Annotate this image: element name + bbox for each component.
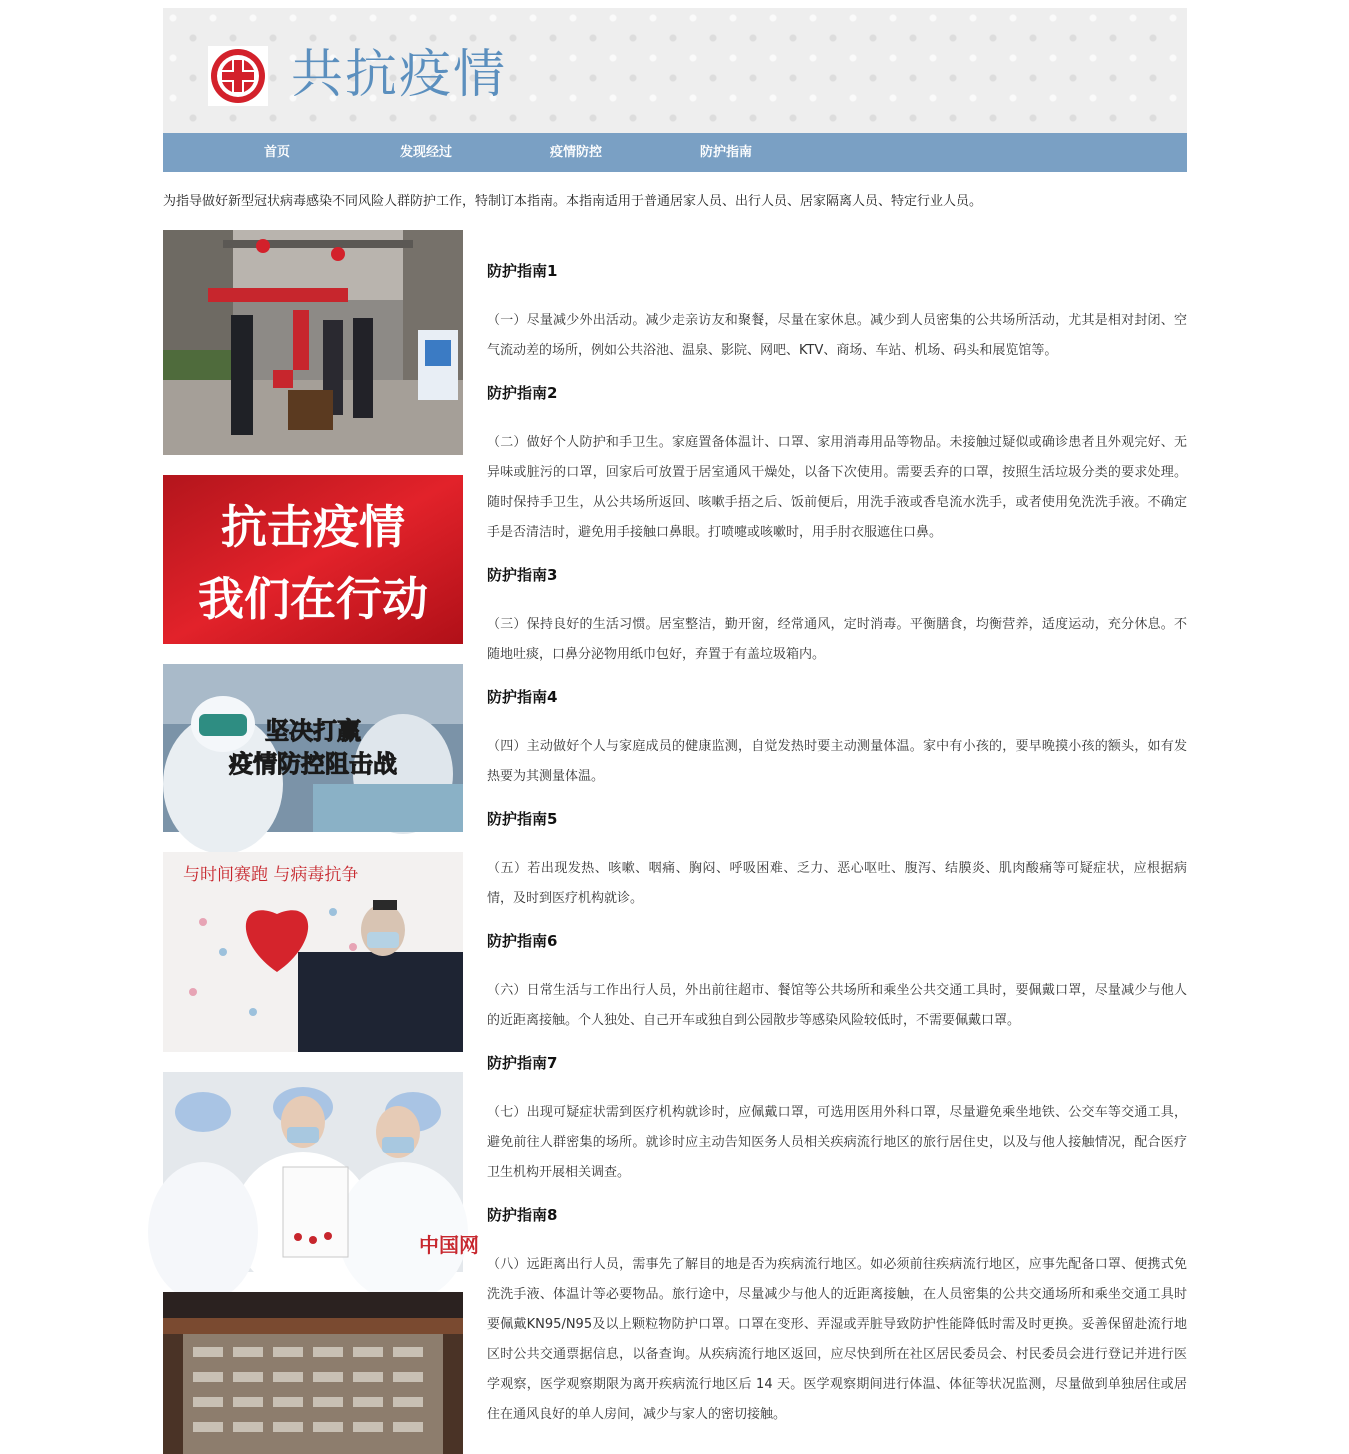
- guide-section-7: [487, 1052, 1187, 1188]
- banner4-caption: 与时间赛跑 与病毒抗争: [183, 865, 359, 885]
- banner-fight-epidemic: [163, 475, 463, 644]
- guide-title: 防护指南6: [487, 932, 558, 950]
- banner5-watermark: 中国网: [419, 1233, 479, 1257]
- guide-section-3: [487, 564, 1187, 670]
- guide-text: （五）若出现发热、咳嗽、咽痛、胸闷、呼吸困难、乏力、恶心呕吐、腹泻、结膜炎、肌肉酸痛等可疑症状，应根据病情，及时到医疗机构就诊。: [487, 861, 1187, 906]
- guide-title: 防护指南5: [487, 810, 558, 828]
- main-nav: [163, 133, 1187, 172]
- banner3-line2: 疫情防控阻击战: [229, 749, 397, 778]
- guide-title: 防护指南1: [487, 262, 558, 280]
- guide-title: 防护指南4: [487, 688, 558, 706]
- guide-title: 防护指南8: [487, 1206, 558, 1224]
- site-title: 共抗疫情: [291, 45, 508, 105]
- guide-section-5: [487, 808, 1187, 914]
- guide-title: 防护指南3: [487, 566, 558, 584]
- guide-text: （七）出现可疑症状需到医疗机构就诊时，应佩戴口罩，可选用医用外科口罩，尽量避免乘坐地铁、公交车等交通工具，避免前往人群密集的场所。就诊时应主动告知医务人员相关疾病流行地区的旅行居住史，以及与他人接触情况，配合医疗卫生机构开展相关调查。: [487, 1105, 1187, 1180]
- photo-medical-staff: [163, 664, 463, 832]
- guide-text: （三）保持良好的生活习惯。居室整洁，勤开窗，经常通风，定时消毒。平衡膳食，均衡营养，适度运动，充分休息。不随地吐痰，口鼻分泌物用纸巾包好，弃置于有盖垃圾箱内。: [487, 617, 1187, 662]
- photo-makeshift-hospital: [163, 1292, 463, 1454]
- photo-nurses: [163, 1072, 479, 1272]
- photo-heart-wall: [163, 852, 463, 1052]
- header-banner: [163, 8, 1187, 133]
- guide-title: 防护指南7: [487, 1054, 558, 1072]
- nav-item-discovery[interactable]: 发现经过: [400, 145, 453, 160]
- page-wrapper: [163, 8, 1187, 1422]
- banner3-line1: 坚决打赢: [265, 716, 361, 745]
- guide-text: （二）做好个人防护和手卫生。家庭置备体温计、口罩、家用消毒用品等物品。未接触过疑似或确诊患者且外观完好、无异味或脏污的口罩，回家后可放置于居室通风干燥处，以备下次使用。需要丢弃的口罩，按照生活垃圾分类的要求处理。随时保持手卫生，从公共场所返回、咳嗽手捂之后、饭前便后，用洗手液或香皂流水洗手，或者使用免洗洗手液。不确定手是否清洁时，避免用手接触口鼻眼。打喷嚏或咳嗽时，用手肘衣服遮住口鼻。: [487, 435, 1187, 540]
- nav-item-home[interactable]: 首页: [264, 145, 291, 160]
- nav-item-prevention[interactable]: 疫情防控: [550, 145, 603, 160]
- guide-section-2: [487, 382, 1187, 548]
- guide-title: 防护指南2: [487, 384, 558, 402]
- banner2-line2: 我们在行动: [198, 572, 428, 626]
- guide-content: [487, 260, 1187, 1446]
- guide-section-1: [487, 260, 1187, 366]
- guide-text: （一）尽量减少外出活动。减少走亲访友和聚餐，尽量在家休息。减少到人员密集的公共场所活动，尤其是相对封闭、空气流动差的场所，例如公共浴池、温泉、影院、网吧、KTV、商场、车站、机场、码头和展览馆等。: [487, 313, 1187, 358]
- banner2-line1: 抗击疫情: [221, 500, 405, 554]
- intro-text: 为指导做好新型冠状病毒感染不同风险人群防护工作，特制订本指南。本指南适用于普通居家人员、出行人员、居家隔离人员、特定行业人员。: [163, 194, 983, 209]
- guide-section-8: [487, 1204, 1187, 1430]
- guide-section-4: [487, 686, 1187, 792]
- photo-community-checkpoint: [163, 230, 463, 455]
- nav-item-guide[interactable]: 防护指南: [700, 145, 753, 160]
- guide-text: （四）主动做好个人与家庭成员的健康监测，自觉发热时要主动测量体温。家中有小孩的，要早晚摸小孩的额头，如有发热要为其测量体温。: [487, 739, 1187, 784]
- guide-text: （八）远距离出行人员，需事先了解目的地是否为疾病流行地区。如必须前往疾病流行地区，应事先配备口罩、便携式免洗洗手液、体温计等必要物品。旅行途中，尽量减少与他人的近距离接触，在人员密集的公共交通场所和乘坐交通工具时要佩戴KN95/N95及以上颗粒物防护口罩。口罩在变形、弄湿或弄脏导致防护性能降低时需及时更换。妥善保留赴流行地区时公共交通票据信息，以备查询。从疾病流行地区返回，应尽快到所在社区居民委员会、村民委员会进行登记并进行医学观察，医学观察期限为离开疾病流行地区后 14 天。医学观察期间进行体温、体征等状况监测，尽量做到单独居住或居住在通风良好的单人房间，减少与家人的密切接触。: [487, 1257, 1187, 1422]
- guide-section-6: [487, 930, 1187, 1036]
- red-cross-icon: [208, 46, 268, 106]
- guide-text: （六）日常生活与工作出行人员，外出前往超市、餐馆等公共场所和乘坐公共交通工具时，要佩戴口罩，尽量减少与他人的近距离接触。个人独处、自己开车或独自到公园散步等感染风险较低时，不需要佩戴口罩。: [487, 983, 1187, 1028]
